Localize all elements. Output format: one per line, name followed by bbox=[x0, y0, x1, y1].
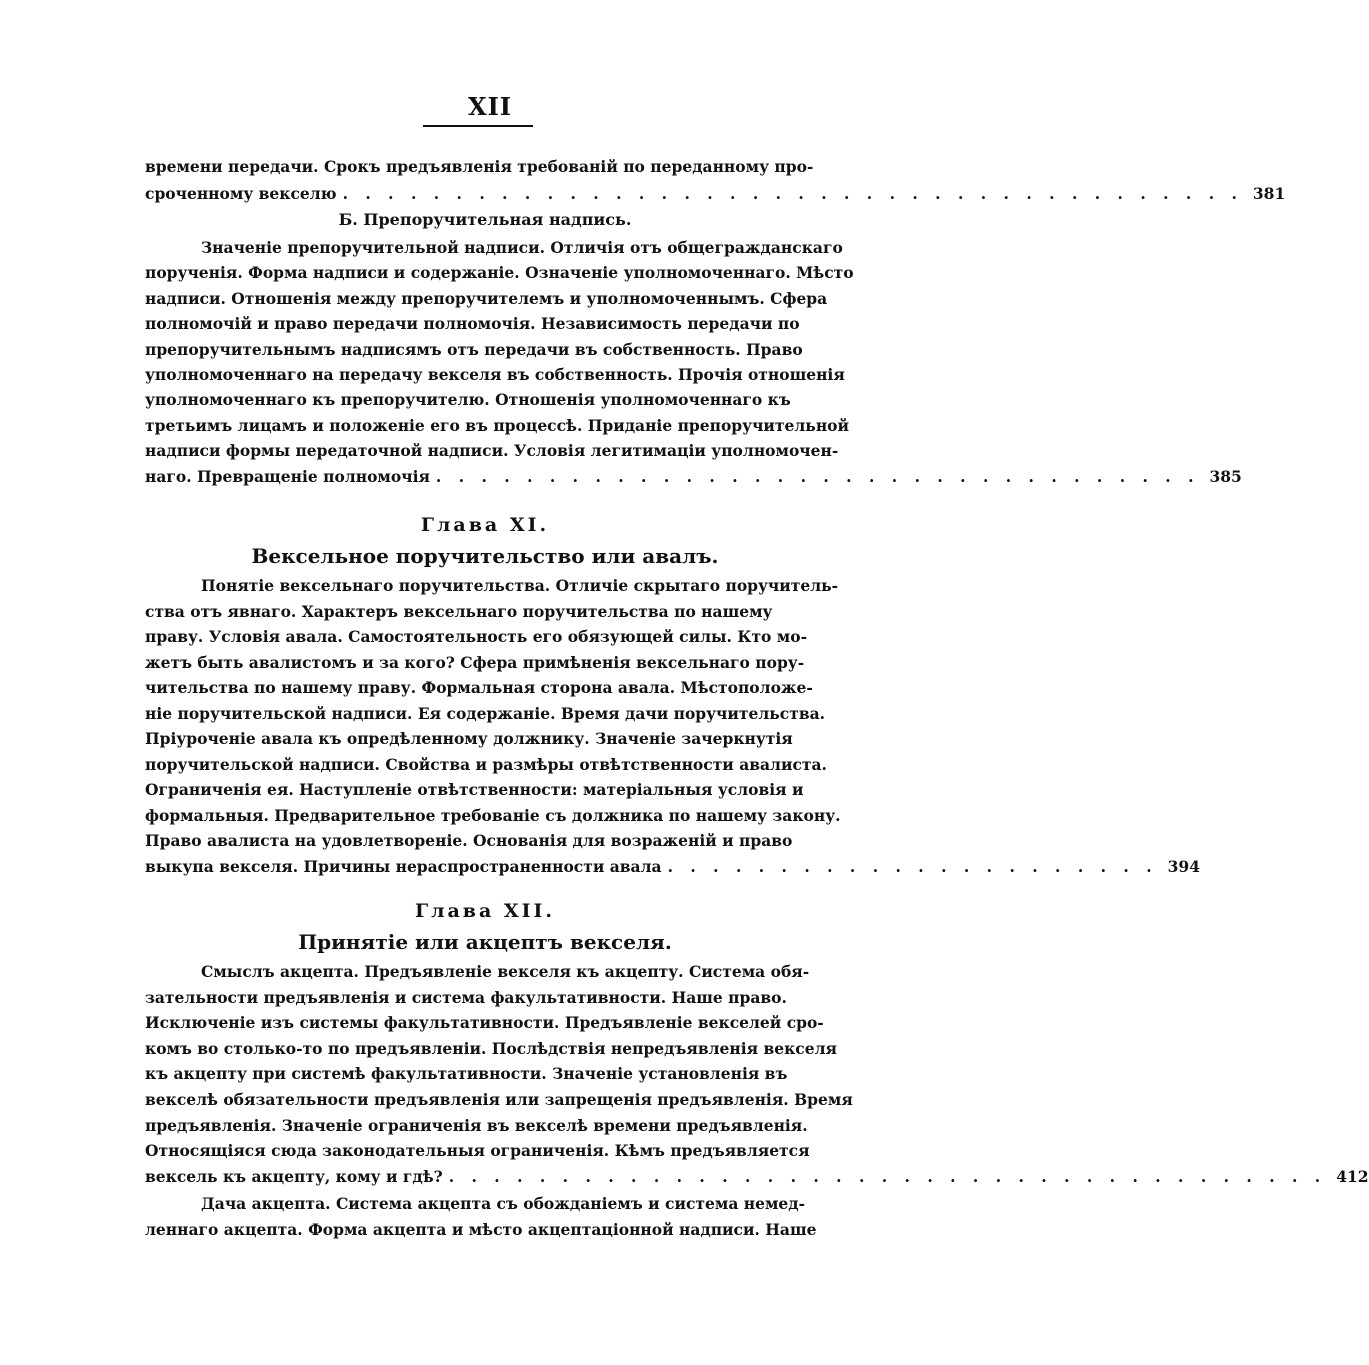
toc-line: Пріуроченіе авала къ опредѣленному должнику. Значеніе зачеркнутія bbox=[145, 729, 793, 748]
leader-dots: . . . . . . . . . . . . . . . . . . . . . . . . . . . . . . . . . . bbox=[435, 466, 1200, 486]
leader-dots: . . . . . . . . . . . . . . . . . . . . . . bbox=[667, 856, 1158, 876]
toc-line-with-page: сроченному векселю . . . . . . . . . . . . . . . . . . . . . . . . . . . . . . . . . . . . . . . . 381 bbox=[145, 184, 1286, 203]
chapter-label: Глава XI. bbox=[420, 514, 550, 536]
toc-line: ніе поручительской надписи. Ея содержаніе. Время дачи поручительства. bbox=[145, 703, 826, 723]
chapter-xii-summary bbox=[145, 962, 1369, 1194]
chapter-xi-summary bbox=[145, 576, 1200, 884]
chapter-title: Вексельное поручительство или авалъ. bbox=[251, 544, 719, 568]
toc-line: надписи. Отношенія между препоручителемъ и уполномоченнымъ. Сфера bbox=[145, 288, 828, 308]
toc-line: Исключеніе изъ системы факультативности. Предъявленіе векселей сро- bbox=[145, 1013, 824, 1033]
toc-line: зательности предъявленія и система факультативности. Наше право. bbox=[145, 987, 787, 1007]
chapter-xii-summary-continued bbox=[145, 1196, 825, 1248]
section-b-summary bbox=[145, 238, 1242, 494]
toc-line-with-page: вексель къ акцепту, кому и гдѣ? . . . . . . . . . . . . . . . . . . . . . . . . . . . . . . . . . . . . . . . 412 bbox=[145, 1166, 1369, 1186]
toc-line: комъ во столько-то по предъявленіи. Послѣдствія непредъявленія векселя bbox=[145, 1038, 837, 1058]
toc-line: Ограниченія ея. Наступленіе отвѣтственности: матеріальныя условія и bbox=[145, 780, 804, 799]
toc-line: третьимъ лицамъ и положеніе его въ процессѣ. Приданіе препоручительной bbox=[145, 415, 850, 435]
toc-line: поручительской надписи. Свойства и размѣры отвѣтственности авалиста. bbox=[145, 754, 827, 774]
toc-line: препоручительнымъ надписямъ отъ передачи въ собственность. Право bbox=[145, 339, 803, 359]
toc-line: порученія. Форма надписи и содержаніе. Означеніе уполномоченнаго. Мѣсто bbox=[145, 263, 854, 283]
section-heading: Б. Препоручительная надпись. bbox=[338, 210, 632, 229]
toc-line: предъявленія. Значеніе ограниченія въ векселѣ времени предъявленія. bbox=[145, 1115, 808, 1135]
toc-line: ства отъ явнаго. Характеръ вексельнаго поручительства по нашему bbox=[145, 601, 773, 621]
toc-line: уполномоченнаго къ препоручителю. Отношенія уполномоченнаго къ bbox=[145, 390, 791, 410]
toc-line: формальныя. Предварительное требованіе съ должника по нашему закону. bbox=[145, 805, 841, 825]
toc-line: къ акцепту при системѣ факультативности. Значеніе установленія въ bbox=[145, 1064, 788, 1084]
toc-line: жетъ быть авалистомъ и за кого? Сфера примѣненія вексельнаго пору- bbox=[145, 652, 805, 672]
page-reference: 412 bbox=[1336, 1166, 1369, 1186]
toc-line: Понятіе вексельнаго поручительства. Отличіе скрытаго поручитель- bbox=[201, 576, 839, 595]
chapter-title: Принятіе или акцептъ векселя. bbox=[298, 930, 672, 954]
toc-line: надписи формы передаточной надписи. Условія легитимаціи уполномочен- bbox=[145, 441, 839, 461]
toc-line: Относящіяся сюда законодательныя ограниченія. Кѣмъ предъявляется bbox=[145, 1141, 810, 1161]
leader-dots: . . . . . . . . . . . . . . . . . . . . . . . . . . . . . . . . . . . . . . . . bbox=[342, 184, 1243, 203]
toc-line-with-page: выкупа векселя. Причины нераспространенности авала . . . . . . . . . . . . . . . . . . . . . . 394 bbox=[145, 856, 1200, 876]
page-number-rule bbox=[423, 125, 533, 127]
toc-line: Дача акцепта. Система акцепта съ обожданіемъ и система немед- bbox=[201, 1194, 806, 1213]
page-reference: 381 bbox=[1252, 184, 1286, 203]
page-number: XII bbox=[467, 92, 513, 121]
toc-line-with-page: наго. Превращеніе полномочія . . . . . . . . . . . . . . . . . . . . . . . . . . . . . . . . . . 385 bbox=[145, 466, 1242, 486]
toc-line: векселѣ обязательности предъявленія или запрещенія предъявленія. Время bbox=[145, 1089, 853, 1109]
section-b-continuation bbox=[145, 157, 1286, 213]
toc-line: леннаго акцепта. Форма акцепта и мѣсто акцептаціонной надписи. Наше bbox=[145, 1220, 817, 1239]
toc-line: Значеніе препоручительной надписи. Отличія отъ общегражданскаго bbox=[201, 238, 843, 257]
toc-line: времени передачи. Срокъ предъявленія требованій по переданному про- bbox=[145, 157, 814, 176]
toc-line: Смыслъ акцепта. Предъявленіе векселя къ акцепту. Система обя- bbox=[201, 962, 810, 981]
chapter-label: Глава XII. bbox=[414, 900, 556, 922]
leader-dots: . . . . . . . . . . . . . . . . . . . . . . . . . . . . . . . . . . . . . . . bbox=[448, 1166, 1327, 1186]
page-reference: 394 bbox=[1167, 856, 1200, 876]
toc-line: Право авалиста на удовлетвореніе. Основанія для возраженій и право bbox=[145, 831, 793, 850]
page-reference: 385 bbox=[1209, 466, 1242, 486]
toc-line: уполномоченнаго на передачу векселя въ собственность. Прочія отношенія bbox=[145, 364, 845, 384]
toc-line: праву. Условія авала. Самостоятельность его обязующей силы. Кто мо- bbox=[145, 627, 808, 646]
toc-line: полномочій и право передачи полномочія. Независимость передачи по bbox=[145, 314, 800, 334]
toc-line: чительства по нашему праву. Формальная сторона авала. Мѣстоположе- bbox=[145, 678, 813, 697]
